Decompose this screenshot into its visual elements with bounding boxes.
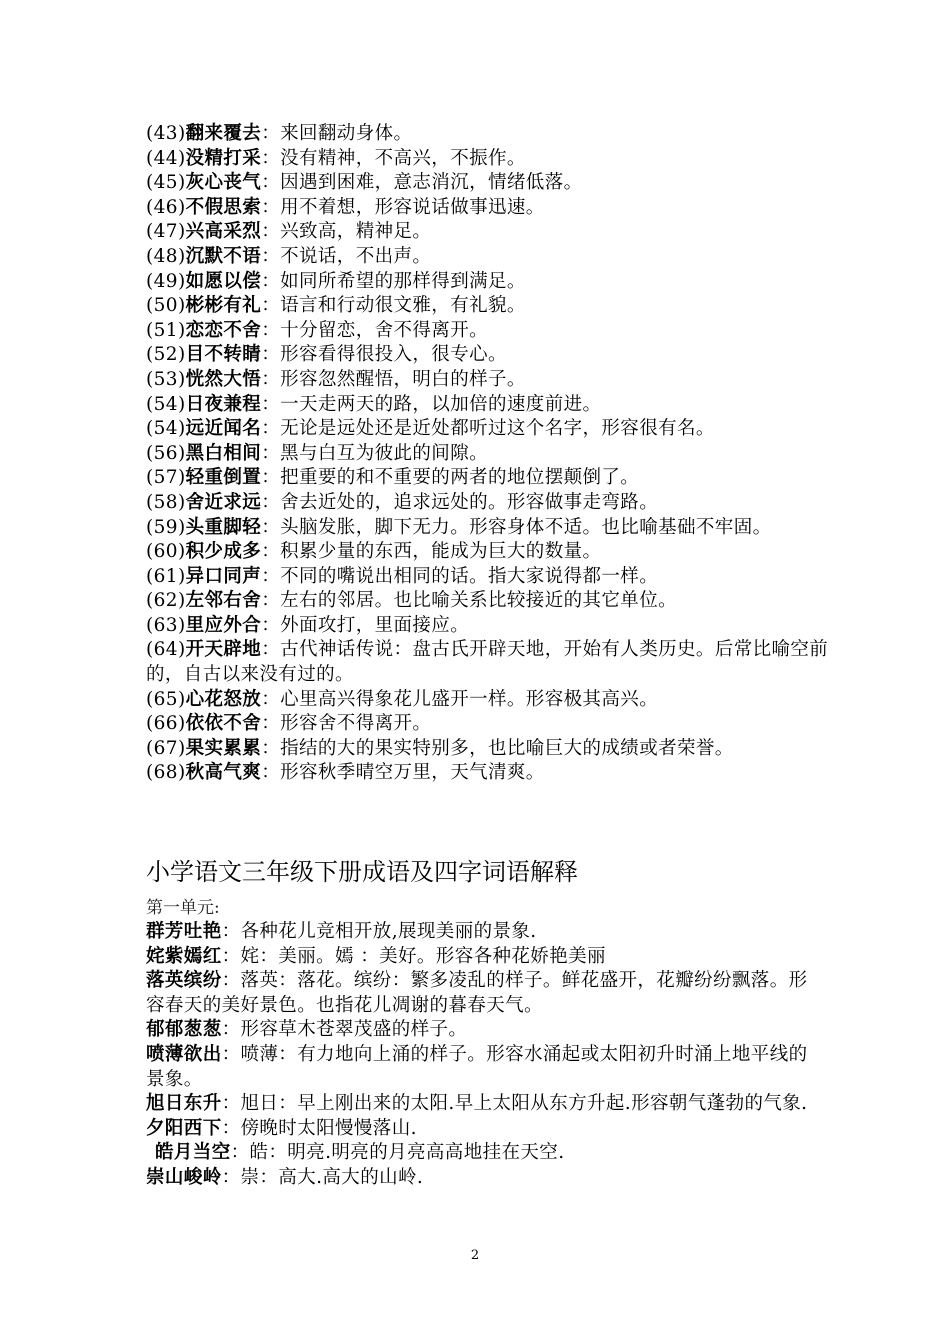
idiom-term: 果实累累 [185, 737, 262, 759]
idiom-term: 依依不舍 [185, 713, 262, 735]
idiom-definition: ：积累少量的东西，能成为巨大的数量。 [261, 541, 602, 563]
list-item: (63)里应外合：外面攻打，里面接应。 [146, 614, 470, 636]
list-item: (57)轻重倒置：把重要的和不重要的两者的地位摆颠倒了。 [146, 467, 640, 489]
list-item: (66)依依不舍：形容舍不得离开。 [146, 713, 432, 735]
idiom-term: 落英缤纷 [146, 970, 222, 992]
idiom-definition: ：喷薄：有力地向上涌的样子。形容水涌起或太阳初升时涌上地平线的景象。 [146, 1043, 808, 1090]
list-item: (67)果实累累：指结的大的果实特别多，也比喻巨大的成绩或者荣誉。 [146, 737, 734, 759]
idiom-term: 恍然大悟 [185, 368, 262, 390]
idiom-definition: ：各种花儿竞相开放,展现美丽的景象. [221, 921, 537, 942]
list-item: (44)没精打采：没有精神，不高兴，不振作。 [146, 147, 526, 169]
list-item: (62)左邻右舍：左右的邻居。也比喻关系比较接近的其它单位。 [146, 590, 677, 612]
list-item: (48)沉默不语：不说话，不出声。 [146, 245, 432, 267]
idiom-term: 异口同声 [185, 565, 262, 587]
idiom-term: 远近闻名 [185, 418, 262, 440]
section-title: 小学语文三年级下册成语及四字词语解释 [146, 858, 578, 886]
idiom-definition: ：形容忽然醒悟，明白的样子。 [261, 368, 526, 390]
idiom-definition: ：一天走两天的路，以加倍的速度前进。 [261, 393, 602, 415]
idiom-definition: ：黑与白互为彼此的间隙。 [261, 442, 488, 464]
idiom-term: 心花怒放 [185, 688, 262, 710]
idiom-term: 皓月当空 [155, 1142, 231, 1164]
idiom-definition: ：舍去近处的，追求远处的。形容做事走弯路。 [261, 491, 659, 513]
idiom-term: 舍近求远 [185, 491, 262, 513]
idiom-list-unit-one [146, 920, 816, 1191]
idiom-term: 群芳吐艳 [146, 921, 222, 942]
idiom-definition: ：不说话，不出声。 [261, 245, 432, 267]
idiom-definition: ：头脑发胀，脚下无力。形容身体不适。也比喻基础不牢固。 [261, 516, 772, 538]
list-item: (47)兴高采烈：兴致高，精神足。 [146, 221, 432, 243]
idiom-definition: ：崇：高大.高大的山岭. [221, 1166, 424, 1188]
idiom-term: 黑白相间 [185, 442, 262, 464]
idiom-term: 没精打采 [185, 147, 262, 169]
list-item [146, 969, 816, 1018]
idiom-definition: ：如同所希望的那样得到满足。 [261, 270, 526, 292]
idiom-term: 兴高采烈 [185, 221, 262, 243]
idiom-definition: ：外面攻打，里面接应。 [261, 614, 470, 636]
list-item [146, 1141, 816, 1166]
list-item [146, 1166, 816, 1191]
idiom-term: 秋高气爽 [185, 762, 262, 784]
list-item: (49)如愿以偿：如同所希望的那样得到满足。 [146, 270, 526, 292]
list-item: (58)舍近求远：舍去近处的，追求远处的。形容做事走弯路。 [146, 491, 659, 513]
idiom-term: 左邻右舍 [185, 590, 262, 612]
idiom-term: 日夜兼程 [185, 393, 262, 415]
idiom-definition: ：落英：落花。缤纷：繁多凌乱的样子。鲜花盛开，花瓣纷纷飘落。形容春天的美好景色。也指花儿凋谢的暮春天气。 [146, 970, 808, 1016]
idiom-definition: ：形容看得很投入，很专心。 [261, 344, 507, 366]
list-item: (54)远近闻名：无论是远处还是近处都听过这个名字，形容很有名。 [146, 418, 715, 440]
idiom-definition: ：兴致高，精神足。 [261, 221, 432, 243]
idiom-term: 头重脚轻 [185, 516, 262, 538]
list-item: (65)心花怒放：心里高兴得象花儿盛开一样。形容极其高兴。 [146, 688, 659, 710]
list-item: (50)彬彬有礼：语言和行动很文雅，有礼貌。 [146, 295, 526, 317]
idiom-term: 目不转睛 [185, 344, 262, 366]
idiom-definition: ：傍晚时太阳慢慢落山. [221, 1117, 417, 1139]
list-item: (56)黑白相间：黑与白互为彼此的间隙。 [146, 442, 488, 464]
idiom-term: 开天辟地 [185, 639, 262, 661]
idiom-term: 崇山峻岭 [146, 1166, 222, 1188]
idiom-list-continued [146, 122, 836, 786]
idiom-definition: ：心里高兴得象花儿盛开一样。形容极其高兴。 [261, 688, 659, 710]
idiom-definition: ：来回翻动身体。 [261, 123, 413, 144]
idiom-term: 夕阳西下 [146, 1117, 222, 1139]
idiom-term: 旭日东升 [146, 1093, 222, 1115]
idiom-term: 姹紫嫣红 [146, 945, 222, 967]
idiom-definition: ：指结的大的果实特别多，也比喻巨大的成绩或者荣誉。 [261, 737, 734, 759]
list-item: (60)积少成多：积累少量的东西，能成为巨大的数量。 [146, 541, 602, 563]
idiom-definition: ：语言和行动很文雅，有礼貌。 [261, 295, 526, 317]
list-item: (45)灰心丧气：因遇到困难，意志消沉，情绪低落。 [146, 172, 583, 194]
list-item: (59)头重脚轻：头脑发胀，脚下无力。形容身体不适。也比喻基础不牢固。 [146, 516, 772, 538]
idiom-definition: ：旭日：早上刚出来的太阳.早上太阳从东方升起.形容朝气蓬勃的气象. [221, 1093, 808, 1115]
list-item: (53)恍然大悟：形容忽然醒悟，明白的样子。 [146, 368, 526, 390]
list-item [146, 1043, 816, 1092]
list-item [146, 945, 816, 970]
idiom-definition: ：古代神话传说：盘古氏开辟天地，开始有人类历史。后常比喻空前的，自古以来没有过的。 [146, 639, 829, 686]
list-item: (43)翻来覆去：来回翻动身体。 [146, 123, 413, 144]
idiom-definition: ：因遇到困难，意志消沉，情绪低落。 [261, 172, 583, 194]
idiom-definition: ：形容草木苍翠茂盛的样子。 [221, 1019, 468, 1041]
list-item: (64)开天辟地：古代神话传说：盘古氏开辟天地，开始有人类历史。后常比喻空前的，自古以来没有过的。 [146, 639, 829, 686]
idiom-term: 彬彬有礼 [185, 295, 262, 317]
list-item: (52)目不转睛：形容看得很投入，很专心。 [146, 344, 507, 366]
idiom-term: 郁郁葱葱 [146, 1019, 222, 1041]
idiom-definition: ：左右的邻居。也比喻关系比较接近的其它单位。 [261, 590, 677, 612]
list-item: (46)不假思索：用不着想，形容说话做事迅速。 [146, 196, 545, 218]
idiom-definition: ：十分留恋，舍不得离开。 [261, 319, 488, 341]
list-item [146, 1117, 816, 1142]
idiom-term: 翻来覆去 [185, 123, 262, 144]
list-item: (68)秋高气爽：形容秋季晴空万里，天气清爽。 [146, 762, 545, 784]
list-item [146, 1018, 816, 1043]
idiom-term: 灰心丧气 [185, 172, 262, 194]
list-item [146, 920, 816, 945]
list-item [146, 1092, 816, 1117]
idiom-definition: ：没有精神，不高兴，不振作。 [261, 147, 526, 169]
idiom-term: 沉默不语 [185, 245, 262, 267]
idiom-definition: ：皓：明亮.明亮的月亮高高地挂在天空. [230, 1142, 565, 1164]
idiom-term: 积少成多 [185, 541, 262, 563]
idiom-term: 里应外合 [185, 614, 262, 636]
idiom-definition: ：无论是远处还是近处都听过这个名字，形容很有名。 [261, 418, 715, 440]
idiom-term: 如愿以偿 [185, 270, 262, 292]
idiom-term: 喷薄欲出 [146, 1043, 222, 1065]
page-number: 2 [470, 1248, 480, 1263]
idiom-term: 不假思索 [185, 196, 262, 218]
idiom-definition: ：形容舍不得离开。 [261, 713, 432, 735]
idiom-definition: ：用不着想，形容说话做事迅速。 [261, 196, 545, 218]
list-item: (51)恋恋不舍：十分留恋，舍不得离开。 [146, 319, 488, 341]
idiom-definition: ：把重要的和不重要的两者的地位摆颠倒了。 [261, 467, 640, 489]
idiom-definition: ：形容秋季晴空万里，天气清爽。 [261, 762, 545, 784]
list-item: (54)日夜兼程：一天走两天的路，以加倍的速度前进。 [146, 393, 602, 415]
idiom-term: 恋恋不舍 [185, 319, 262, 341]
idiom-definition: ：姹：美丽。嫣 ：美好。形容各种花娇艳美丽 [221, 945, 606, 967]
unit-label: 第一单元: [146, 898, 220, 918]
idiom-definition: ：不同的嘴说出相同的话。指大家说得都一样。 [261, 565, 659, 587]
list-item: (61)异口同声：不同的嘴说出相同的话。指大家说得都一样。 [146, 565, 659, 587]
idiom-term: 轻重倒置 [185, 467, 262, 489]
